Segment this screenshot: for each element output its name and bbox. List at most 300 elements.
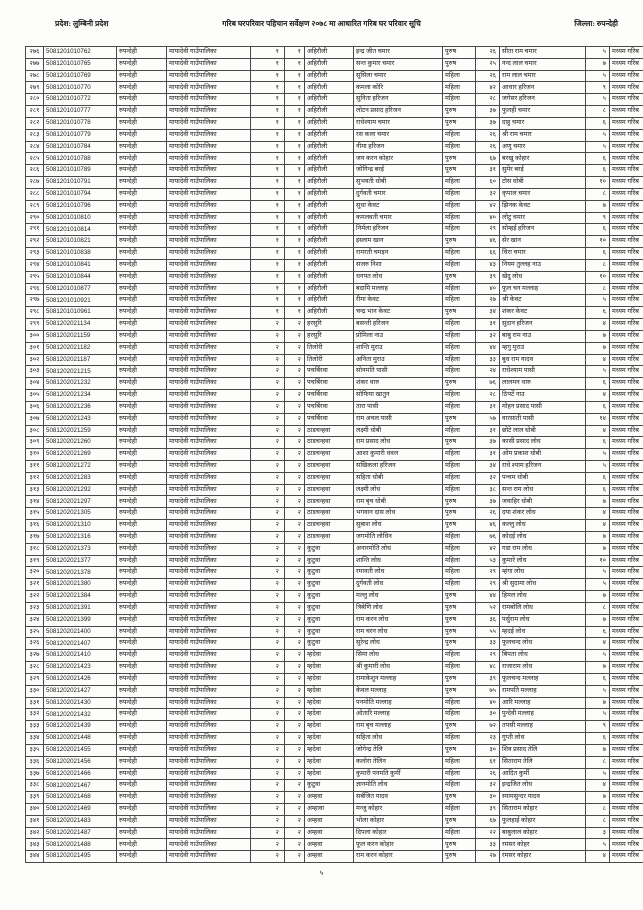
cell-person-name: राम अचल पासी bbox=[354, 413, 443, 425]
cell-district: रुपन्देही bbox=[117, 520, 167, 532]
table-row bbox=[26, 614, 643, 626]
cell-ward-number: २ bbox=[251, 650, 285, 662]
cell-ward-number: २ bbox=[251, 827, 285, 839]
cell-household-id: 5081202021283 bbox=[44, 472, 117, 484]
cell-household-id: 5081202021232 bbox=[44, 378, 117, 390]
cell-ward-number-2: २ bbox=[285, 366, 305, 378]
cell-village: म्हदेवा bbox=[305, 709, 354, 721]
cell-district: रुपन्देही bbox=[117, 756, 167, 768]
households-table-container bbox=[25, 46, 643, 863]
cell-person-name: सुधा केवट bbox=[354, 200, 443, 212]
cell-poverty-category: मध्यम गरिब bbox=[610, 342, 643, 354]
cell-person-name: श्री कुमारी लोध bbox=[354, 662, 443, 674]
cell-household-head: श्री राम चमार bbox=[500, 129, 586, 141]
cell-district: रुपन्देही bbox=[117, 58, 167, 70]
cell-serial-number: ३०७ bbox=[26, 413, 44, 425]
cell-ward-number-2: २ bbox=[285, 330, 305, 342]
cell-ward-number: १ bbox=[251, 307, 285, 319]
cell-district: रुपन्देही bbox=[117, 390, 167, 402]
cell-family-members: ५ bbox=[586, 839, 610, 851]
cell-age: ३६ bbox=[476, 614, 500, 626]
cell-household-head: टोस धोबी bbox=[500, 177, 586, 189]
table-row bbox=[26, 248, 643, 260]
cell-district: रुपन्देही bbox=[117, 567, 167, 579]
cell-serial-number: २८७ bbox=[26, 177, 44, 189]
cell-poverty-category: मध्यम गरिब bbox=[610, 815, 643, 827]
cell-village: अहिरौली bbox=[305, 129, 354, 141]
cell-ward-number: १ bbox=[251, 47, 285, 59]
cell-serial-number: ३१९ bbox=[26, 555, 44, 567]
cell-ward-number-2: २ bbox=[285, 531, 305, 543]
cell-serial-number: ३४१ bbox=[26, 815, 44, 827]
cell-district: रुपन्देही bbox=[117, 733, 167, 745]
cell-household-head: बुध राम यादव bbox=[500, 354, 586, 366]
cell-person-name: भगवान दास लोध bbox=[354, 508, 443, 520]
cell-district: रुपन्देही bbox=[117, 319, 167, 331]
cell-household-id: 5081202021380 bbox=[44, 579, 117, 591]
cell-serial-number: २९५ bbox=[26, 271, 44, 283]
cell-serial-number: ३१४ bbox=[26, 496, 44, 508]
cell-household-head: अणु चमार bbox=[500, 141, 586, 153]
cell-household-id: 5081202021215 bbox=[44, 366, 117, 378]
cell-family-members: ८ bbox=[586, 283, 610, 295]
cell-district: रुपन्देही bbox=[117, 153, 167, 165]
cell-gender: महिला bbox=[443, 768, 476, 780]
cell-ward-number: १ bbox=[251, 141, 285, 153]
cell-poverty-category: मध्यम गरिब bbox=[610, 295, 643, 307]
cell-household-head: रमसर कोहार bbox=[500, 851, 586, 863]
cell-household-head: म्हदई लोध bbox=[500, 626, 586, 638]
cell-serial-number: २८४ bbox=[26, 141, 44, 153]
cell-poverty-category: मध्यम गरिब bbox=[610, 662, 643, 674]
cell-village: हरसुरि bbox=[305, 319, 354, 331]
cell-age: ४० bbox=[476, 697, 500, 709]
cell-person-name: ज्ञानमोति लोध bbox=[354, 780, 443, 792]
cell-ward-number-2: २ bbox=[285, 780, 305, 792]
cell-age: २६ bbox=[476, 141, 500, 153]
cell-person-name: लक्ष्मी लोध bbox=[354, 484, 443, 496]
cell-person-name: इस्लाम खान bbox=[354, 236, 443, 248]
cell-household-id: 5081201010821 bbox=[44, 236, 117, 248]
cell-person-name: जोगिन्द्र बरई bbox=[354, 165, 443, 177]
table-row bbox=[26, 224, 643, 236]
cell-ward-number-2: २ bbox=[285, 626, 305, 638]
cell-family-members: ६ bbox=[586, 673, 610, 685]
cell-village: अहिरौली bbox=[305, 236, 354, 248]
cell-ward-number: २ bbox=[251, 662, 285, 674]
cell-ward-number-2: २ bbox=[285, 437, 305, 449]
cell-municipality: मायादेवी गाउँपालिका bbox=[167, 543, 251, 555]
cell-serial-number: ३३५ bbox=[26, 744, 44, 756]
cell-gender: पुरुष bbox=[443, 520, 476, 532]
cell-family-members: ४ bbox=[586, 508, 610, 520]
cell-village: ठाडचन्हवा bbox=[305, 437, 354, 449]
table-row bbox=[26, 319, 643, 331]
cell-age: ७६ bbox=[476, 378, 500, 390]
cell-municipality: मायादेवी गाउँपालिका bbox=[167, 626, 251, 638]
cell-ward-number-2: १ bbox=[285, 236, 305, 248]
province-label: प्रदेश: लुम्बिनी प्रदेश bbox=[55, 19, 109, 28]
cell-family-members: ८ bbox=[586, 106, 610, 118]
cell-family-members: १० bbox=[586, 236, 610, 248]
cell-ward-number-2: २ bbox=[285, 839, 305, 851]
cell-age: २३ bbox=[476, 733, 500, 745]
cell-person-name: शंकर थारु bbox=[354, 378, 443, 390]
cell-poverty-category: मध्यम गरिब bbox=[610, 555, 643, 567]
cell-gender: पुरुष bbox=[443, 685, 476, 697]
cell-gender: महिला bbox=[443, 188, 476, 200]
cell-ward-number: १ bbox=[251, 271, 285, 283]
cell-household-id: 5081202021384 bbox=[44, 591, 117, 603]
cell-poverty-category: मध्यम गरिब bbox=[610, 744, 643, 756]
cell-ward-number-2: २ bbox=[285, 496, 305, 508]
cell-gender: पुरुष bbox=[443, 602, 476, 614]
cell-household-head: खेदु लोध bbox=[500, 271, 586, 283]
cell-family-members: ५ bbox=[586, 685, 610, 697]
cell-ward-number: २ bbox=[251, 330, 285, 342]
cell-poverty-category: मध्यम गरिब bbox=[610, 567, 643, 579]
cell-gender: पुरुष bbox=[443, 437, 476, 449]
table-row bbox=[26, 283, 643, 295]
cell-serial-number: ३३८ bbox=[26, 780, 44, 792]
cell-ward-number: १ bbox=[251, 259, 285, 271]
cell-serial-number: २८१ bbox=[26, 106, 44, 118]
cell-age: २६ bbox=[476, 129, 500, 141]
cell-municipality: मायादेवी गाउँपालिका bbox=[167, 531, 251, 543]
cell-village: म्हदेवा bbox=[305, 721, 354, 733]
cell-gender: महिला bbox=[443, 129, 476, 141]
cell-municipality: मायादेवी गाउँपालिका bbox=[167, 129, 251, 141]
cell-household-head: कुमारे लोध bbox=[500, 555, 586, 567]
cell-district: रुपन्देही bbox=[117, 378, 167, 390]
cell-municipality: मायादेवी गाउँपालिका bbox=[167, 602, 251, 614]
cell-municipality: मायादेवी गाउँपालिका bbox=[167, 804, 251, 816]
cell-household-head: बाबु राम नाउ bbox=[500, 330, 586, 342]
cell-person-name: केवल मल्लाह bbox=[354, 685, 443, 697]
cell-municipality: मायादेवी गाउँपालिका bbox=[167, 153, 251, 165]
table-row bbox=[26, 460, 643, 472]
cell-person-name: रीमा केवट bbox=[354, 295, 443, 307]
cell-ward-number-2: १ bbox=[285, 307, 305, 319]
cell-municipality: मायादेवी गाउँपालिका bbox=[167, 697, 251, 709]
cell-ward-number-2: २ bbox=[285, 460, 305, 472]
cell-ward-number-2: २ bbox=[285, 390, 305, 402]
cell-district: रुपन्देही bbox=[117, 307, 167, 319]
cell-household-head: फुलही चमार bbox=[500, 106, 586, 118]
cell-household-id: 5081202021495 bbox=[44, 851, 117, 863]
cell-family-members: ४ bbox=[586, 319, 610, 331]
cell-ward-number-2: २ bbox=[285, 591, 305, 603]
cell-serial-number: ३११ bbox=[26, 460, 44, 472]
cell-household-id: 5081202021466 bbox=[44, 768, 117, 780]
cell-municipality: मायादेवी गाउँपालिका bbox=[167, 567, 251, 579]
cell-family-members: ३ bbox=[586, 827, 610, 839]
cell-district: रुपन्देही bbox=[117, 425, 167, 437]
cell-village: कुटुवा bbox=[305, 543, 354, 555]
cell-household-id: 5081202021378 bbox=[44, 567, 117, 579]
cell-household-id: 5081202021410 bbox=[44, 650, 117, 662]
cell-household-id: 5081202021469 bbox=[44, 804, 117, 816]
cell-ward-number: २ bbox=[251, 354, 285, 366]
cell-gender: पुरुष bbox=[443, 413, 476, 425]
cell-household-head: तपसी मल्लाह bbox=[500, 721, 586, 733]
cell-ward-number-2: २ bbox=[285, 733, 305, 745]
cell-age: ३२ bbox=[476, 188, 500, 200]
cell-household-id: 5081201010772 bbox=[44, 94, 117, 106]
cell-household-head: आरि मल्लाह bbox=[500, 697, 586, 709]
cell-ward-number-2: १ bbox=[285, 283, 305, 295]
table-row bbox=[26, 780, 643, 792]
cell-person-name: जोगेन्द्र तेलि bbox=[354, 744, 443, 756]
cell-gender: पुरुष bbox=[443, 508, 476, 520]
cell-ward-number-2: २ bbox=[285, 815, 305, 827]
cell-serial-number: ३०१ bbox=[26, 342, 44, 354]
cell-municipality: मायादेवी गाउँपालिका bbox=[167, 401, 251, 413]
cell-family-members: ५ bbox=[586, 579, 610, 591]
cell-municipality: मायादेवी गाउँपालिका bbox=[167, 141, 251, 153]
cell-municipality: मायादेवी गाउँपालिका bbox=[167, 271, 251, 283]
cell-person-name: सुरेन्द्र लोध bbox=[354, 638, 443, 650]
cell-family-members: ५ bbox=[586, 650, 610, 662]
cell-municipality: मायादेवी गाउँपालिका bbox=[167, 236, 251, 248]
cell-person-name: मन्जु कोहार bbox=[354, 804, 443, 816]
cell-serial-number: २९१ bbox=[26, 224, 44, 236]
cell-gender: पुरुष bbox=[443, 236, 476, 248]
cell-municipality: मायादेवी गाउँपालिका bbox=[167, 484, 251, 496]
cell-gender: महिला bbox=[443, 330, 476, 342]
cell-serial-number: ३१२ bbox=[26, 472, 44, 484]
cell-ward-number: २ bbox=[251, 484, 285, 496]
cell-poverty-category: मध्यम गरिब bbox=[610, 82, 643, 94]
cell-village: अम्हवा bbox=[305, 851, 354, 863]
cell-gender: पुरुष bbox=[443, 378, 476, 390]
cell-district: रुपन्देही bbox=[117, 342, 167, 354]
cell-poverty-category: मध्यम गरिब bbox=[610, 697, 643, 709]
cell-family-members: ६ bbox=[586, 378, 610, 390]
cell-municipality: मायादेवी गाउँपालिका bbox=[167, 709, 251, 721]
cell-municipality: मायादेवी गाउँपालिका bbox=[167, 342, 251, 354]
cell-village: अहिरौली bbox=[305, 141, 354, 153]
cell-ward-number-2: २ bbox=[285, 413, 305, 425]
cell-poverty-category: मध्यम गरिब bbox=[610, 165, 643, 177]
cell-household-id: 5081202021399 bbox=[44, 614, 117, 626]
cell-district: रुपन्देही bbox=[117, 212, 167, 224]
cell-district: रुपन्देही bbox=[117, 496, 167, 508]
cell-age: २४ bbox=[476, 366, 500, 378]
cell-village: अहिरौली bbox=[305, 307, 354, 319]
cell-age: २२ bbox=[476, 827, 500, 839]
cell-person-name: सोनमति पासी bbox=[354, 366, 443, 378]
cell-village: कुटुवा bbox=[305, 567, 354, 579]
cell-village: अहिरौली bbox=[305, 295, 354, 307]
cell-person-name: निर्मला हरिजन bbox=[354, 224, 443, 236]
cell-family-members: ८ bbox=[586, 259, 610, 271]
cell-gender: पुरुष bbox=[443, 815, 476, 827]
cell-serial-number: ३२५ bbox=[26, 626, 44, 638]
table-row bbox=[26, 638, 643, 650]
cell-municipality: मायादेवी गाउँपालिका bbox=[167, 200, 251, 212]
cell-serial-number: ३३९ bbox=[26, 792, 44, 804]
cell-family-members: ७ bbox=[586, 614, 610, 626]
cell-ward-number-2: २ bbox=[285, 520, 305, 532]
cell-municipality: मायादेवी गाउँपालिका bbox=[167, 638, 251, 650]
cell-gender: पुरुष bbox=[443, 614, 476, 626]
cell-municipality: मायादेवी गाउँपालिका bbox=[167, 330, 251, 342]
cell-district: रुपन्देही bbox=[117, 437, 167, 449]
cell-poverty-category: मध्यम गरिब bbox=[610, 401, 643, 413]
cell-age: २९ bbox=[476, 650, 500, 662]
cell-municipality: मायादेवी गाउँपालिका bbox=[167, 756, 251, 768]
cell-poverty-category: मध्यम गरिब bbox=[610, 827, 643, 839]
cell-ward-number: २ bbox=[251, 390, 285, 402]
cell-village: कुटुवा bbox=[305, 579, 354, 591]
cell-poverty-category: मध्यम गरिब bbox=[610, 390, 643, 402]
cell-poverty-category: मध्यम गरिब bbox=[610, 177, 643, 189]
cell-household-id: 5081201010814 bbox=[44, 224, 117, 236]
cell-municipality: मायादेवी गाउँपालिका bbox=[167, 47, 251, 59]
cell-serial-number: ३१५ bbox=[26, 508, 44, 520]
cell-family-members: १० bbox=[586, 177, 610, 189]
cell-village: अहिरौली bbox=[305, 212, 354, 224]
cell-age: २६ bbox=[476, 47, 500, 59]
cell-ward-number: २ bbox=[251, 508, 285, 520]
cell-serial-number: ३३१ bbox=[26, 697, 44, 709]
cell-gender: महिला bbox=[443, 283, 476, 295]
cell-municipality: मायादेवी गाउँपालिका bbox=[167, 295, 251, 307]
cell-age: ३१ bbox=[476, 319, 500, 331]
cell-village: पचर्बिरवा bbox=[305, 366, 354, 378]
cell-gender: महिला bbox=[443, 295, 476, 307]
cell-village: म्हदेवा bbox=[305, 768, 354, 780]
table-row bbox=[26, 827, 643, 839]
cell-ward-number: २ bbox=[251, 425, 285, 437]
cell-household-head: ओम प्रकाश धोबी bbox=[500, 449, 586, 461]
page-number: ५ bbox=[319, 869, 324, 877]
cell-district: रुपन्देही bbox=[117, 673, 167, 685]
cell-poverty-category: मध्यम गरिब bbox=[610, 602, 643, 614]
cell-village: अहिरौली bbox=[305, 224, 354, 236]
cell-ward-number: १ bbox=[251, 153, 285, 165]
cell-age: ३० bbox=[476, 744, 500, 756]
cell-family-members: ७ bbox=[586, 330, 610, 342]
cell-ward-number-2: २ bbox=[285, 744, 305, 756]
cell-municipality: मायादेवी गाउँपालिका bbox=[167, 508, 251, 520]
cell-municipality: मायादेवी गाउँपालिका bbox=[167, 117, 251, 129]
cell-serial-number: ३२३ bbox=[26, 602, 44, 614]
cell-serial-number: ३३३ bbox=[26, 721, 44, 733]
cell-district: रुपन्देही bbox=[117, 721, 167, 733]
cell-age: ४२ bbox=[476, 543, 500, 555]
cell-ward-number-2: २ bbox=[285, 555, 305, 567]
cell-poverty-category: मध्यम गरिब bbox=[610, 768, 643, 780]
cell-serial-number: २७७ bbox=[26, 58, 44, 70]
cell-age: ४४ bbox=[476, 342, 500, 354]
cell-ward-number-2: १ bbox=[285, 58, 305, 70]
cell-poverty-category: मध्यम गरिब bbox=[610, 153, 643, 165]
cell-gender: पुरुष bbox=[443, 626, 476, 638]
cell-poverty-category: मध्यम गरिब bbox=[610, 307, 643, 319]
cell-serial-number: २९७ bbox=[26, 295, 44, 307]
cell-poverty-category: मध्यम गरिब bbox=[610, 839, 643, 851]
table-row bbox=[26, 401, 643, 413]
cell-age: ३२ bbox=[476, 472, 500, 484]
cell-ward-number: २ bbox=[251, 401, 285, 413]
cell-family-members: ५ bbox=[586, 449, 610, 461]
cell-age: ७५ bbox=[476, 685, 500, 697]
cell-household-head: छोटे लाल धोबी bbox=[500, 425, 586, 437]
cell-district: रुपन्देही bbox=[117, 354, 167, 366]
cell-household-head: राजाराम लोध bbox=[500, 662, 586, 674]
cell-household-id: 5081201010778 bbox=[44, 117, 117, 129]
table-row bbox=[26, 768, 643, 780]
cell-poverty-category: मध्यम गरिब bbox=[610, 425, 643, 437]
table-row bbox=[26, 815, 643, 827]
table-row bbox=[26, 579, 643, 591]
cell-age: ४० bbox=[476, 212, 500, 224]
cell-person-name: लक्ष्मी धोबी bbox=[354, 425, 443, 437]
table-row bbox=[26, 555, 643, 567]
cell-serial-number: २८६ bbox=[26, 165, 44, 177]
cell-village: कुटुवा bbox=[305, 626, 354, 638]
cell-household-head: झिनक केवट bbox=[500, 200, 586, 212]
cell-ward-number-2: २ bbox=[285, 342, 305, 354]
cell-household-id: 5081201010779 bbox=[44, 129, 117, 141]
cell-person-name: भोला कोहार bbox=[354, 815, 443, 827]
cell-ward-number-2: १ bbox=[285, 177, 305, 189]
cell-household-id: 5081201010791 bbox=[44, 177, 117, 189]
cell-village: अहिरौली bbox=[305, 165, 354, 177]
cell-ward-number: २ bbox=[251, 531, 285, 543]
cell-ward-number: २ bbox=[251, 520, 285, 532]
cell-municipality: मायादेवी गाउँपालिका bbox=[167, 792, 251, 804]
cell-age: ४६ bbox=[476, 236, 500, 248]
cell-village: म्हदेवा bbox=[305, 673, 354, 685]
cell-ward-number: १ bbox=[251, 295, 285, 307]
cell-family-members: ४ bbox=[586, 851, 610, 863]
cell-poverty-category: मध्यम गरिब bbox=[610, 543, 643, 555]
cell-serial-number: ३०४ bbox=[26, 378, 44, 390]
cell-village: म्हदेवा bbox=[305, 733, 354, 745]
cell-village: पचर्बिरवा bbox=[305, 390, 354, 402]
cell-ward-number-2: १ bbox=[285, 271, 305, 283]
cell-village: कुटुवा bbox=[305, 614, 354, 626]
cell-serial-number: ३३७ bbox=[26, 768, 44, 780]
cell-household-head: सिताराम कोहार bbox=[500, 804, 586, 816]
cell-household-id: 5081202021483 bbox=[44, 815, 117, 827]
cell-poverty-category: मध्यम गरिब bbox=[610, 70, 643, 82]
cell-ward-number-2: १ bbox=[285, 47, 305, 59]
table-row bbox=[26, 354, 643, 366]
cell-age: ७६ bbox=[476, 531, 500, 543]
cell-household-head: फूलचन्द मल्लाह bbox=[500, 673, 586, 685]
cell-gender: महिला bbox=[443, 141, 476, 153]
cell-gender: महिला bbox=[443, 780, 476, 792]
cell-household-id: 5081201010769 bbox=[44, 70, 117, 82]
cell-gender: पुरुष bbox=[443, 117, 476, 129]
cell-household-head: कोदई लोध bbox=[500, 531, 586, 543]
cell-poverty-category: मध्यम गरिब bbox=[610, 709, 643, 721]
cell-household-id: 5081201010810 bbox=[44, 212, 117, 224]
cell-village: अहिरौली bbox=[305, 200, 354, 212]
cell-ward-number: १ bbox=[251, 70, 285, 82]
cell-ward-number: २ bbox=[251, 602, 285, 614]
cell-household-head: फूल चन मल्लाह bbox=[500, 283, 586, 295]
cell-district: रुपन्देही bbox=[117, 614, 167, 626]
cell-household-head: कृपाल चमार bbox=[500, 188, 586, 200]
cell-district: रुपन्देही bbox=[117, 484, 167, 496]
cell-poverty-category: मध्यम गरिब bbox=[610, 614, 643, 626]
cell-poverty-category: मध्यम गरिब bbox=[610, 366, 643, 378]
